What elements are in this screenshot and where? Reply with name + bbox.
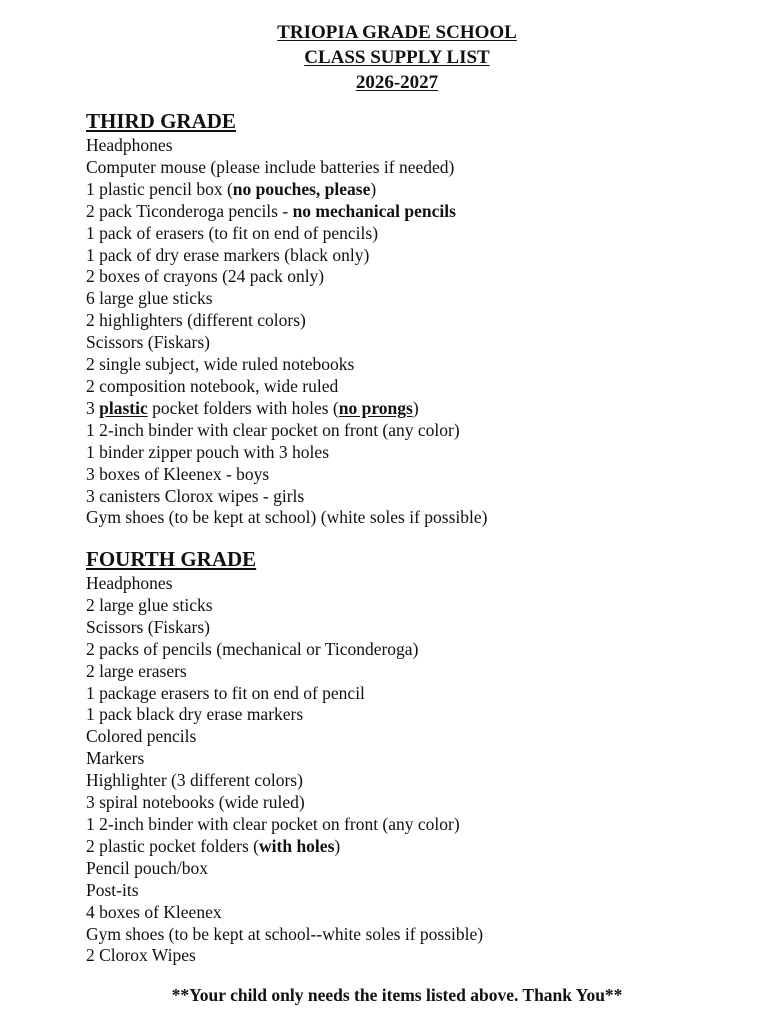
list-item: 1 pack of erasers (to fit on end of pencils) [86, 222, 379, 243]
list-item: 3 plastic pocket folders with holes (no prongs) [86, 397, 419, 418]
school-name: TRIOPIA GRADE SCHOOL [277, 22, 517, 43]
list-item: 2 packs of pencils (mechanical or Ticonderoga) [86, 638, 419, 659]
fourth-grade-title: FOURTH GRADE [86, 547, 257, 571]
document-header [0, 20, 784, 95]
list-item: Headphones [86, 573, 173, 593]
list-item: 2 Clorox Wipes [86, 945, 196, 966]
list-item: Scissors (Fiskars) [86, 616, 210, 637]
list-item: 1 2-inch binder with clear pocket on front (any color) [86, 813, 460, 834]
list-item: Gym shoes (to be kept at school--white soles if possible) [86, 923, 484, 944]
list-item: 1 pack black dry erase markers [86, 704, 304, 725]
list-item: 1 pack of dry erase markers (black only) [86, 244, 370, 265]
fourth-grade-list [86, 573, 766, 967]
fourth-grade-section [86, 546, 766, 967]
third-grade-section [86, 108, 766, 529]
list-item: 6 large glue sticks [86, 288, 213, 309]
list-item: Highlighter (3 different colors) [86, 770, 303, 791]
list-item: 1 binder zipper pouch with 3 holes [86, 441, 330, 462]
list-item: Markers [86, 748, 145, 769]
list-item: Headphones [86, 135, 173, 155]
list-item: 2 pack Ticonderoga pencils - no mechanical pencils [86, 200, 456, 221]
list-item: 2 large glue sticks [86, 594, 213, 615]
list-item: 2 boxes of crayons (24 pack only) [86, 266, 325, 287]
list-item: 2 highlighters (different colors) [86, 310, 306, 331]
list-item: 2 large erasers [86, 660, 187, 681]
list-item: 3 canisters Clorox wipes - girls [86, 485, 305, 506]
list-item: Post-its [86, 879, 139, 900]
list-item: 2 plastic pocket folders (with holes) [86, 835, 341, 856]
list-item: 4 boxes of Kleenex [86, 901, 222, 922]
list-item: Pencil pouch/box [86, 857, 208, 878]
list-item: 1 plastic pencil box (no pouches, please) [86, 178, 377, 199]
footer-note: **Your child only needs the items listed above. Thank You** [171, 985, 623, 1005]
list-item: Gym shoes (to be kept at school) (white soles if possible) [86, 507, 488, 528]
list-item: 1 package erasers to fit on end of pencil [86, 682, 365, 703]
school-year: 2026-2027 [355, 72, 439, 93]
list-item: Scissors (Fiskars) [86, 332, 210, 353]
list-item: Colored pencils [86, 726, 197, 747]
third-grade-list [86, 135, 766, 529]
list-item: 3 boxes of Kleenex - boys [86, 463, 270, 484]
list-item: 1 2-inch binder with clear pocket on front (any color) [86, 419, 460, 440]
list-item: Computer mouse (please include batteries if needed) [86, 156, 455, 177]
document-title: CLASS SUPPLY LIST [304, 47, 490, 68]
list-item: 2 composition notebook, wide ruled [86, 375, 339, 396]
list-item: 3 spiral notebooks (wide ruled) [86, 792, 305, 813]
list-item: 2 single subject, wide ruled notebooks [86, 354, 355, 375]
third-grade-title: THIRD GRADE [86, 109, 236, 133]
